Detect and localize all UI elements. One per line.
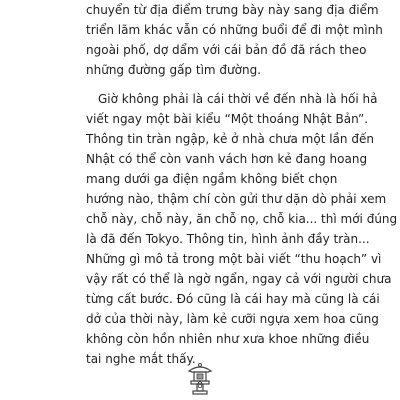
text-line: viết ngay một bài kiểu “Một thoáng Nhật Bản”. — [86, 112, 369, 126]
text-line: dở của thời này, làm kẻ cưỡi ngựa xem hoa cũng — [86, 312, 379, 326]
text-line: Thông tin tràn ngập, kẻ ở nhà chưa một lần đến — [86, 132, 374, 146]
text-line: không còn hồn nhiên như xưa khoe những điều — [86, 332, 370, 346]
text-line: những đường gấp tìm đường. — [86, 63, 262, 77]
text-line: chuyển từ địa điểm trưng bày này sang địa điểm — [86, 3, 379, 17]
page-number: 8 — [197, 381, 203, 391]
text-line: Những gì mô tả trong một bài viết “thu hoạch” vì — [86, 252, 382, 266]
paragraph-2 — [86, 89, 398, 369]
text-line: hướng nào, thậm chí còn gửi thư dặn dò phải xem — [86, 192, 387, 206]
text-line: Giờ không phải là cái thời về đến nhà là hối hả — [98, 92, 378, 106]
text-line: tai nghe mắt thấy. — [86, 352, 196, 366]
text-line: là đã đến Tokyo. Thông tin, hình ảnh đầy tràn... — [86, 232, 370, 246]
text-line: chỗ này, chỗ này, ăn chỗ nọ, chỗ kia... thì mới đúng — [86, 212, 398, 226]
text-line: vậy rất có thể là ngờ ngẩn, ngay cả với người chưa — [86, 272, 392, 286]
text-line: triển lãm khác vẫn có những buổi để đi một mình — [86, 23, 383, 37]
paragraph-gap — [86, 80, 356, 89]
body-text — [86, 0, 398, 369]
text-line: ngoài phố, dợ dẩm với cái bản đồ đã rách theo — [86, 43, 367, 57]
paragraph-1 — [86, 0, 383, 80]
text-line: Nhật có thể còn vanh vách hơn kẻ đang hoang — [86, 152, 368, 166]
text-line: từng cất bước. Đó cũng là cái hay mà cũng là cái — [86, 292, 380, 306]
text-line: mang dưới ga điện ngầm không biết chọn — [86, 172, 338, 186]
